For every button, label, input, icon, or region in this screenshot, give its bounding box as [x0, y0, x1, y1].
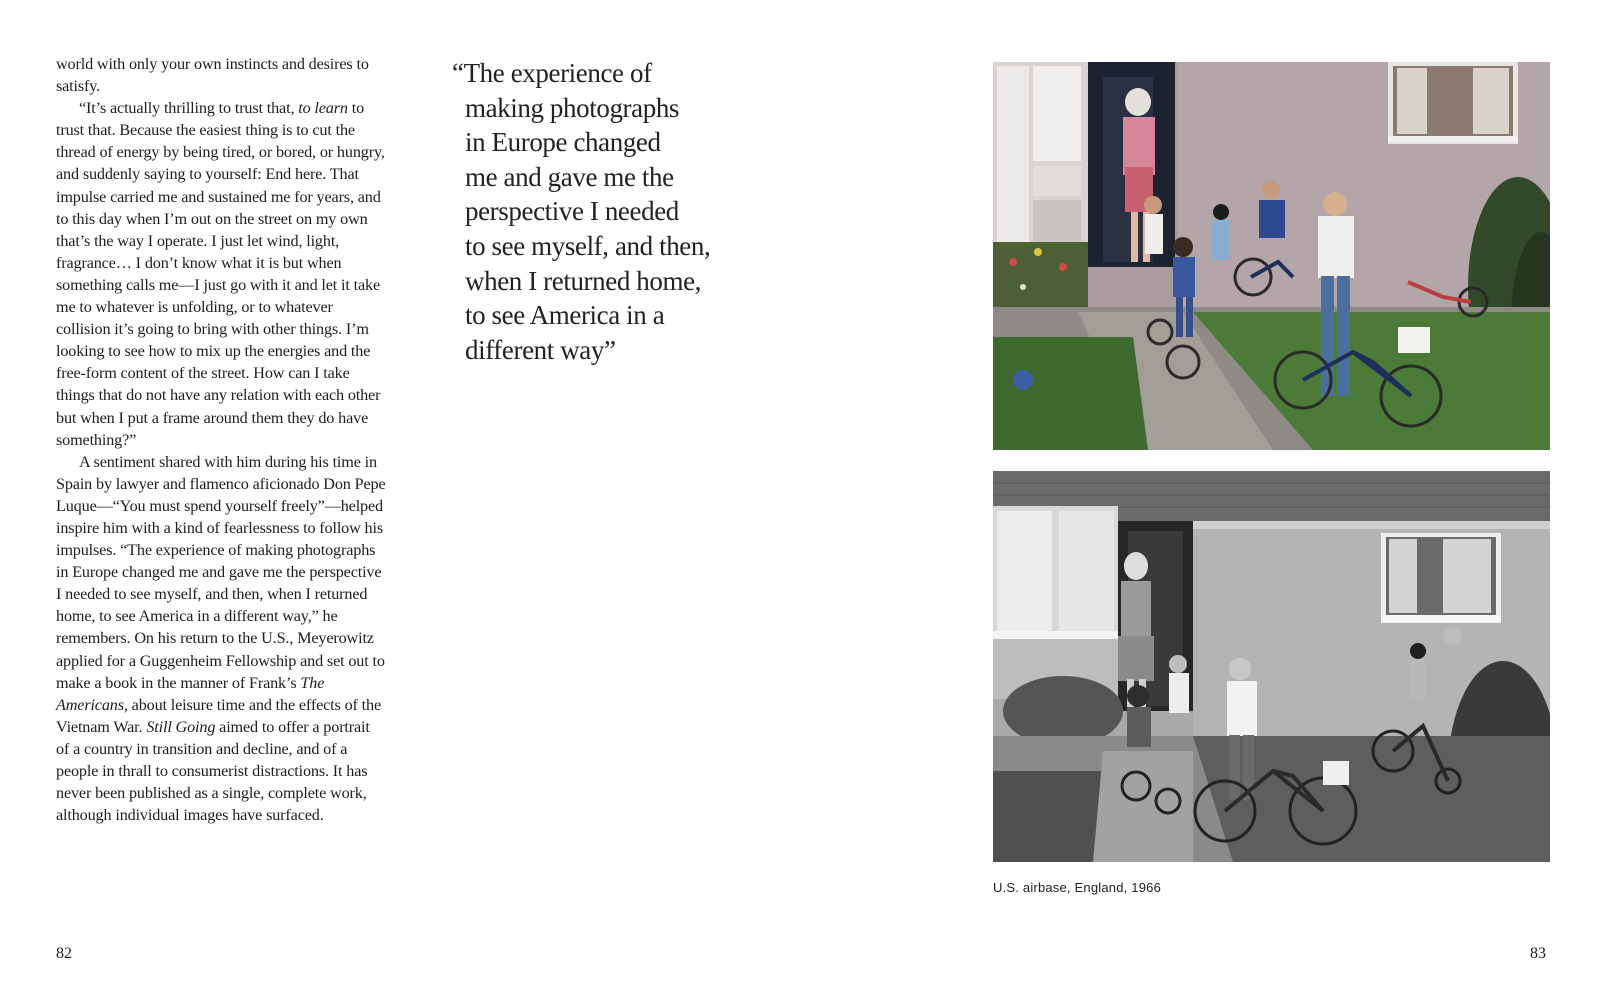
body-paragraph	[56, 97, 386, 451]
pull-quote-line: making photographs	[465, 92, 680, 123]
pull-quote-line: different way”	[465, 334, 616, 365]
page-number-right: 83	[1530, 945, 1546, 962]
italic-text: to learn	[298, 99, 348, 118]
body-paragraph	[56, 53, 386, 97]
text-run: A sentiment shared with him during his time in Spain by lawyer and flamenco aficionado Don Pepe Luque—“You must spend yourself freely”—helped inspire him with a kind of fearlessness to follow his impulses. “The experience of making photographs in Europe changed me and gave me the perspective I needed to see myself, and then, when I returned home, to see America in a different way,” he remembers. On his return to the U.S., Meyerowitz applied for a Guggenheim Fellowship and set out to make a book in the manner of Frank’s	[56, 452, 386, 692]
text-run: to trust that. Because the easiest thing is to cut the thread of energy by being tired, or bored, or hungry, and suddenly saying to yourself: End here. That impulse carried me and sustained me for years, and to this day when I’m out on the street on my own that’s the way I operate. I just let wind, light, fragrance… I don’t know what it is but when something calls me—I just go with it and let it take me to whatever is unfolding, or to whatever collision it’s going to bring with other things. I’m looking to see how to mix up the energies and the free-form content of the street. How can I take things that do not have any relation with each other but when I put a frame around them they do have something?”	[56, 99, 385, 449]
pull-quote-line: to see America in a	[465, 300, 665, 331]
pull-quote-line: to see myself, and then,	[465, 230, 711, 261]
pull-quote-line: me and gave me the	[465, 161, 674, 192]
text-run: world with only your own instincts and desires to satisfy.	[56, 55, 369, 96]
page-number-left: 82	[56, 945, 72, 962]
text-run: about leisure time and the effects of the Vietnam War.	[56, 695, 381, 736]
body-text-column	[56, 53, 386, 826]
text-run: aimed to offer a portrait of a country in transition and decline, and of a people in thrall to consumerist distractions. It has never been published as a single, complete work, although individual images have surfaced.	[56, 717, 370, 825]
pull-quote-line: perspective I needed	[465, 196, 679, 227]
italic-text: The Americans,	[56, 673, 325, 714]
photo-caption: U.S. airbase, England, 1966	[993, 880, 1162, 895]
pull-quote-line: “The experience of	[452, 58, 652, 88]
body-paragraph	[56, 451, 386, 827]
us-airbase-bw-photo	[993, 471, 1550, 862]
pull-quote-line: in Europe changed	[465, 127, 661, 158]
text-run: “It’s actually thrilling to trust that,	[79, 99, 299, 118]
italic-text: Still Going	[146, 717, 216, 736]
pull-quote	[452, 56, 752, 367]
us-airbase-color-photo	[993, 62, 1550, 450]
pull-quote-line: when I returned home,	[465, 265, 702, 296]
